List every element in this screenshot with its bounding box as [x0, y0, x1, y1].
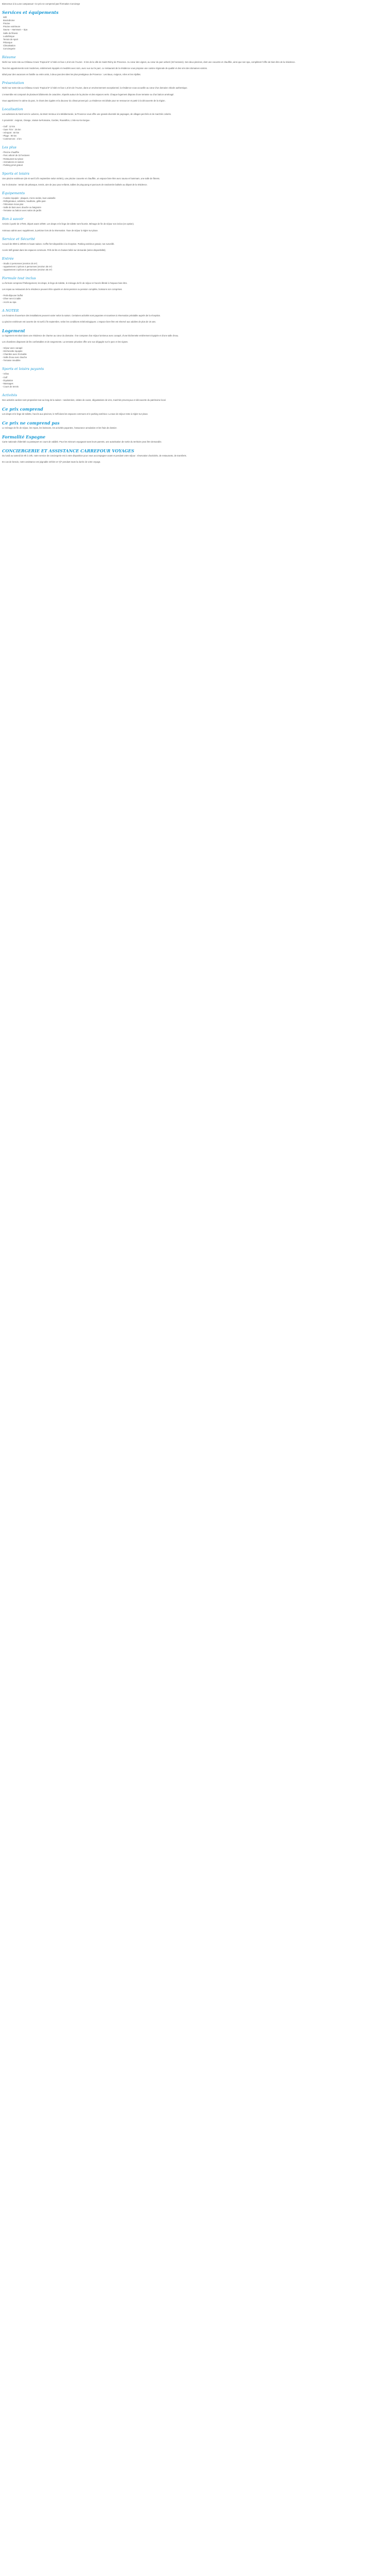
list-item: Sauna – Hammam – Spa	[3, 28, 28, 31]
formula-section	[2, 276, 389, 303]
paragraph: Accès Wifi gratuit dans les espaces communs. Prêt de lits et chaises bébé sur demande (selon disponibilité).	[2, 248, 106, 251]
paragraph: Animaux admis avec supplément, à préciser lors de la réservation. Taxe de séjour à régler sur place.	[2, 229, 99, 232]
list-item: - Animations en saison	[2, 160, 24, 163]
equipment-title: Équipements	[2, 191, 25, 195]
activities-section	[2, 393, 389, 402]
rooms-section	[2, 257, 389, 272]
list-item: Pétanque	[3, 41, 12, 44]
paragraph: Le ménage de fin de séjour, les repas, les boissons, les activités payantes, l'assurance annulation et les frais de dossier.	[2, 427, 117, 430]
list-item: - Accès au spa	[2, 300, 17, 303]
paragraph: Du lundi au samedi de 9h à 19h, notre service de conciergerie est à votre disposition pour vous accompagner avant et pendant votre séjour : réservation d'activités, de restaurants, de transferts.	[2, 454, 187, 457]
paid-sports-title: Sports et loisirs payants	[2, 367, 44, 371]
note-title: A NOTER	[2, 308, 19, 313]
formalities-title: Formalité Espagne	[2, 434, 45, 440]
list-item: - Golf	[2, 376, 8, 379]
list-item: - Appartement 2 pièces 4 personnes (environ 35 m²)	[2, 265, 52, 268]
list-item: - Cours de tennis	[2, 385, 19, 388]
list-item: - Salle de bain avec douche ou baignoire	[2, 206, 41, 209]
list-item: - Piscine chauffée	[2, 151, 20, 154]
rooms-title: Entrée	[2, 256, 14, 261]
list-item: Ludothèque	[3, 35, 15, 38]
paragraph: Accueil de 8h00 à 20h00 en haute saison. Coffre-fort disponible à la réception. Parking extérieur gratuit, non surveillé.	[2, 242, 115, 245]
list-item: - Kitchenette équipée	[2, 350, 23, 353]
residence-title: Résume	[2, 55, 16, 60]
concierge-section	[2, 448, 389, 464]
list-item: - Dîner servi à table	[2, 297, 21, 300]
list-item: Boulodrome	[3, 19, 15, 22]
included-section	[2, 406, 389, 416]
paragraph: En cas de besoin, notre assistance est joignable 24h/24 et 7j/7 pendant toute la durée de votre voyage.	[2, 461, 101, 464]
sleeping-section	[2, 217, 389, 232]
list-item: Wifi	[3, 16, 7, 19]
formalities-section	[2, 434, 389, 444]
paragraph: Idéal pour des vacances en famille ou entre amis, à deux pas des sites les plus prestigieux de Provence : Les Baux, Avignon, Arles et les Alpilles.	[2, 73, 141, 76]
paragraph: Les repas au restaurant de la résidence peuvent être ajoutés en demi-pension ou pension complète, boissons non comprises.	[2, 288, 123, 291]
list-item: - Commerces : 2 km	[2, 138, 22, 141]
list-item: Piscine	[3, 22, 10, 25]
logement-title: Logement	[2, 328, 25, 333]
list-item: - Terrasse meublée	[2, 359, 21, 362]
list-item: - Plage : 90 km	[2, 134, 17, 138]
list-item: - Équitation	[2, 379, 13, 382]
list-item: - Parking privé gratuit	[2, 163, 23, 166]
list-item: - Petit-déjeuner buffet	[2, 294, 23, 297]
list-item: - Aéroport : 60 km	[2, 131, 20, 134]
paragraph: Les draps et le linge de toilette, l'accès aux piscines, le Wifi dans les espaces communs et le parking extérieur. La taxe de séjour reste à régler sur place.	[2, 413, 149, 415]
residence-section	[2, 55, 389, 76]
list-item: - Salle d'eau avec douche	[2, 356, 27, 359]
list-item: - Chambre avec lit double	[2, 353, 27, 356]
paragraph: Des activités variées sont proposées tout au long de la saison : randonnées, visites de caves, dégustations de vins, marchés provençaux et découverte du patrimoine local.	[2, 398, 166, 401]
not-included-title: Ce prix ne comprend pas	[2, 420, 60, 426]
list-item: - Vélos	[2, 372, 9, 376]
sleeping-title: Bon à savoir	[2, 217, 24, 222]
paragraph: Les horaires d'ouverture des installations peuvent varier selon la saison. Certaines activités sont payantes et soumises à réservation préalable auprès de la réception.	[2, 314, 161, 317]
services-list	[2, 16, 389, 50]
equipment-section	[2, 191, 389, 212]
intro-text: Bienvenue à la Lune campanaut ! Ce prix ne comprend pas l'formation Concierge	[2, 3, 80, 5]
paragraph: Tous les appartements sont modernes, entièrement équipés et meublés avec soin, avec vue sur le parc. Le restaurant de la résidence vous propose une cuisine régionale de qualité et des vins des domaines voisins.	[2, 67, 208, 70]
formula-title: Formule tout inclus	[2, 276, 36, 281]
paragraph: Niché sur notre site au Château Cravic Tropical 5* à l'abri en face 1,5 km de l'Auzon, dans un environnement exceptionnel, la résidence vous accueille au cœur d'un domaine viticole authentique.	[2, 87, 188, 90]
paragraph: Sur le domaine : terrain de pétanque, tennis, aire de jeux pour enfants, tables de ping-pong et parcours de randonnée balisés au départ de la résidence.	[2, 183, 148, 186]
list-item: - Réfrigérateur, cafetière, bouilloire, grille-pain	[2, 200, 46, 203]
list-item: - Cuisine équipée : plaques, micro-ondes, lave-vaisselle	[2, 197, 56, 199]
services-section	[2, 10, 389, 50]
paid-sports-section	[2, 367, 389, 388]
list-item: - Terrasse ou balcon avec salon de jardin	[2, 209, 42, 212]
paragraph: Une piscine extérieure (de mi-avril à fin septembre selon météo), une piscine couverte et chauffée, un espace bien-être avec sauna et hammam, une salle de fitness.	[2, 177, 160, 180]
list-item: - Golf : 12 km	[2, 125, 15, 128]
activities-title: Activités	[2, 393, 17, 397]
list-item: Terrain de sport	[3, 38, 19, 41]
paragraph: La formule comprend l'hébergement, les draps, le linge de toilette, le ménage de fin de séjour et l'accès illimité à l'espace bien-être.	[2, 282, 128, 285]
list-item: - Restaurant sur place	[2, 157, 24, 160]
paragraph: Arrivée à partir de 17h00, départ avant 10h00. Les draps et le linge de toilette sont fournis. Ménage de fin de séjour non inclus (en option).	[2, 223, 135, 226]
accompanied-title: Les plus	[2, 145, 17, 150]
sports-leisure-section	[2, 172, 389, 187]
paragraph: L'ensemble est composé de plusieurs bâtiments de caractère, répartis autour de la piscine et des espaces verts. Chaque logement dispose d'une terrasse ou d'un balcon aménagé.	[2, 93, 174, 96]
list-item: Climatisation	[3, 44, 15, 47]
page	[0, 0, 391, 464]
sports-leisure-title: Sports et loisirs	[2, 171, 29, 176]
list-item: - Appartement 3 pièces 6 personnes (environ 45 m²)	[2, 268, 52, 272]
presentation-title: Présentation	[2, 81, 24, 86]
service-details-section	[2, 237, 389, 252]
list-item: - Massages	[2, 382, 13, 385]
logement-section	[2, 328, 389, 363]
list-item: - Studio 2 personnes (environ 25 m²)	[2, 262, 38, 265]
included-title: Ce prix comprend	[2, 406, 43, 412]
paragraph: À proximité : Avignon, Orange, Vaison-la-Romaine, Gordes, Roussillon, L'Isle-sur-la-Sorgue.	[2, 118, 90, 122]
list-item: - Télévision écran plat	[2, 203, 23, 206]
note-section	[2, 309, 389, 324]
paragraph: Le logement est situé dans une résidence de charme au cœur du domaine. Il se compose d'un séjour lumineux avec canapé, d'une kitchenette entièrement équipée et d'une salle d'eau.	[2, 334, 179, 337]
paragraph: Carte nationale d'identité ou passeport en cours de validité. Pour les mineurs voyageant sans leurs parents, une autorisation de sortie du territoire peut être demandée.	[2, 440, 162, 444]
location-title: Localisation	[2, 107, 23, 111]
paragraph: La piscine extérieure est ouverte de mi-avril à fin septembre, selon les conditions météorologiques. L'espace bien-être est réservé aux adultes de plus de 16 ans.	[2, 320, 156, 323]
service-details-title: Service et Sécurité	[2, 236, 35, 241]
list-item: Piscine extérieure	[3, 25, 21, 28]
not-included-section	[2, 420, 389, 430]
paragraph: Niché sur notre site au Château Cravic Tropical 5* à l'abri en face 1,5 km de l'Auzon - 8 km de la ville de Saint-Rémy de Provence. Au cœur des vignes, au cœur du parc arboré (32 hectares). Ses deux piscines, dont une couverte et chauffée, ainsi que son spa, complètent l'offre de bien-être de la résidence.	[2, 61, 296, 64]
list-item: - Parc arboré de 32 hectares	[2, 154, 30, 157]
list-item: Conciergerie	[3, 47, 15, 50]
paragraph: Les adresses du Nord vers le Luberon, du Mont Ventoux à la Méditerranée, la Provence vous offre une grande diversité de paysages, de villages perchés et de marchés colorés.	[2, 112, 172, 115]
presentation-section	[2, 81, 389, 102]
location-section	[2, 107, 389, 141]
accompanied-section	[2, 145, 389, 166]
concierge-title: CONCIERGERIE ET ASSISTANCE CARREFOUR VOYAGES	[2, 448, 135, 454]
paragraph: Les chambres disposent de lits confortables et de rangements. La terrasse privative offre une vue dégagée sur le parc et les vignes.	[2, 340, 128, 343]
list-item: - Séjour avec canapé	[2, 346, 23, 349]
list-item: - Gare TGV : 25 km	[2, 128, 21, 131]
paragraph: Vous apprécierez le calme du parc, le chant des cigales et la douceur du climat provençal. La résidence est idéale pour se ressourcer et partir à la découverte de la région.	[2, 99, 166, 102]
list-item: Salle de fitness	[3, 31, 18, 35]
services-title: Services et équipements	[2, 10, 59, 15]
